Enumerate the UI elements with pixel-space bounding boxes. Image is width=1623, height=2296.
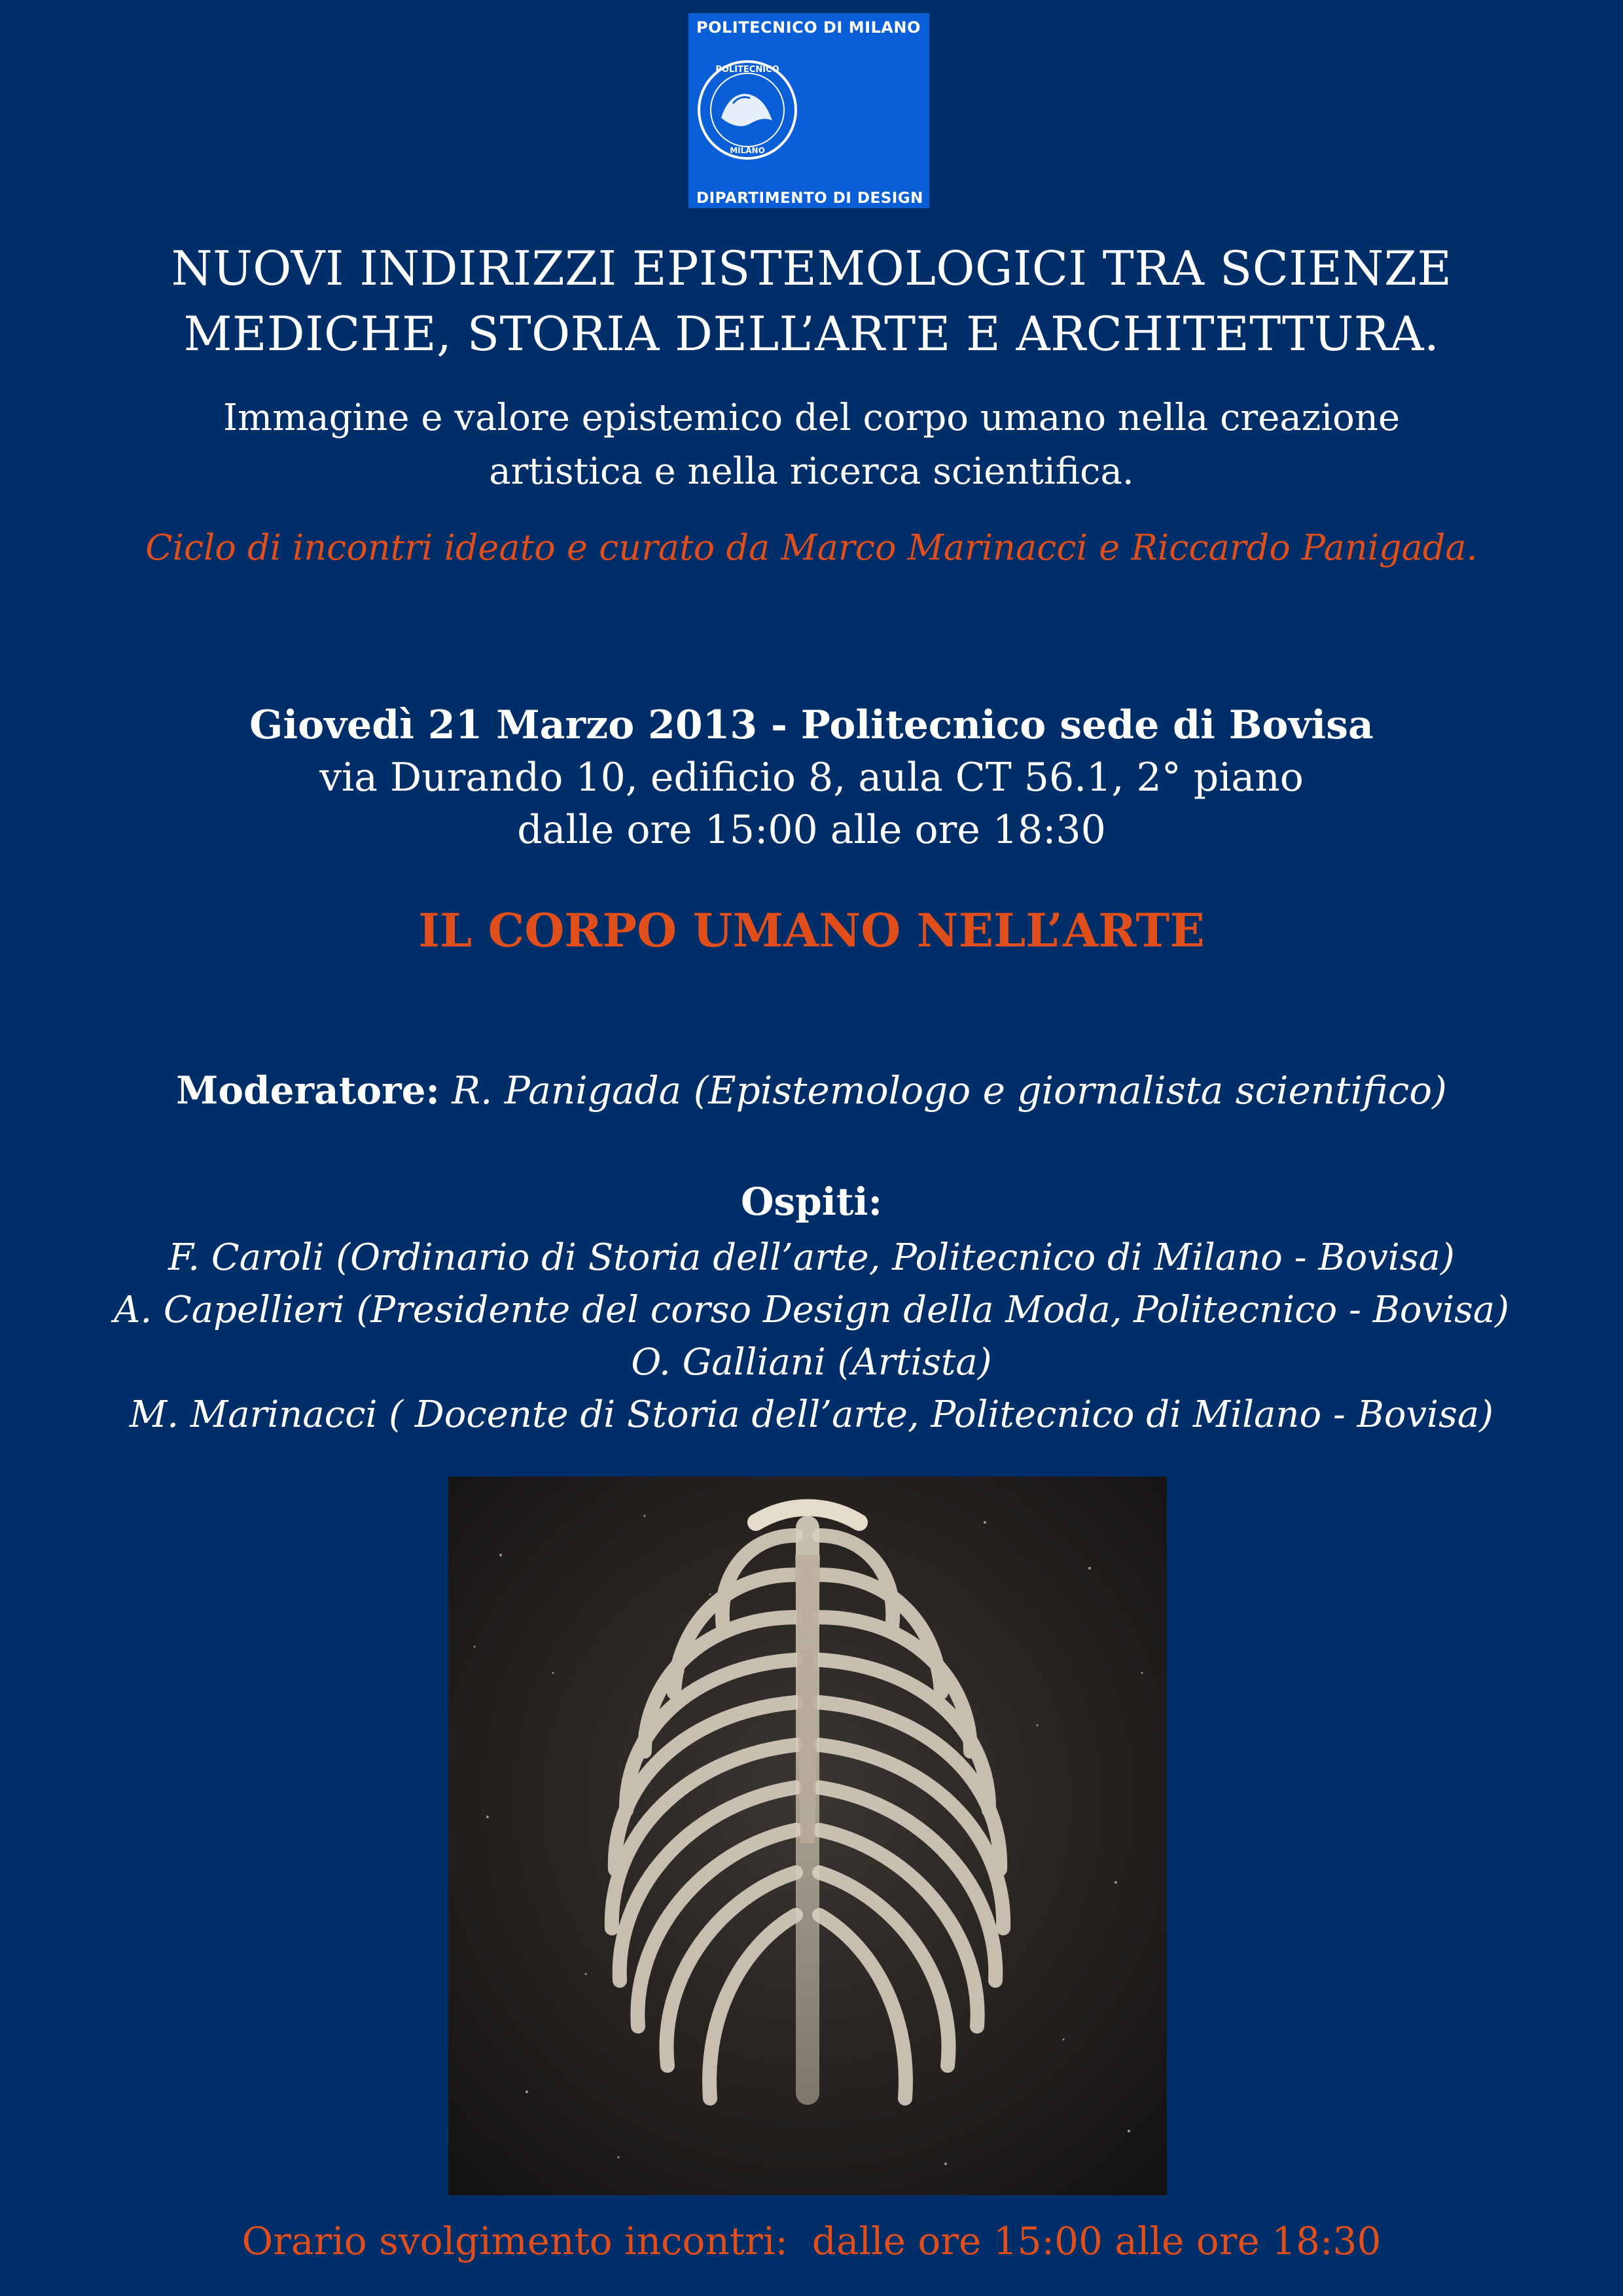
guest-item: O. Galliani (Artista)	[631, 1341, 992, 1384]
subtitle	[0, 391, 1623, 499]
subtitle-line-1: Immagine e valore epistemico del corpo umano nella creazione	[223, 397, 1400, 439]
logo-department-name: DIPARTIMENTO DI DESIGN	[696, 190, 923, 207]
subtitle-line-2: artistica e nella ricerca scientifica.	[489, 450, 1134, 493]
moderator	[0, 1068, 1623, 1113]
main-title	[0, 236, 1623, 367]
guests-list	[0, 1232, 1623, 1441]
guest-item: A. Capellieri (Presidente del corso Design della Moda, Politecnico - Bovisa)	[113, 1289, 1510, 1331]
rib-cage-artwork	[448, 1477, 1167, 2195]
moderator-label: Moderatore:	[176, 1068, 440, 1113]
seal-top-text: POLITECNICO	[715, 65, 779, 75]
curators-note: Ciclo di incontri ideato e curato da Marco Marinacci e Riccardo Panigada.	[145, 527, 1478, 568]
guests-heading: Ospiti:	[741, 1179, 882, 1224]
event-date-place: Giovedì 21 Marzo 2013 - Politecnico sede di Bovisa	[249, 702, 1374, 748]
main-title-line-2: MEDICHE, STORIA DELL’ARTE E ARCHITETTURA.	[183, 306, 1440, 361]
event-address: via Durando 10, edificio 8, aula CT 56.1, 2° piano	[319, 755, 1304, 800]
guest-item: M. Marinacci ( Docente di Storia dell’arte, Politecnico di Milano - Bovisa)	[129, 1393, 1494, 1436]
footer-schedule: Orario svolgimento incontri: dalle ore 15:00 alle ore 18:30	[241, 2219, 1382, 2263]
logo-institution-name: POLITECNICO DI MILANO	[696, 18, 921, 37]
event-time: dalle ore 15:00 alle ore 18:30	[517, 807, 1106, 853]
institution-logo	[688, 13, 929, 208]
main-title-line-1: NUOVI INDIRIZZI EPISTEMOLOGICI TRA SCIENZE	[171, 241, 1452, 296]
event-details	[0, 699, 1623, 856]
moderator-name: R. Panigada (Epistemologo e giornalista scientifico)	[452, 1068, 1447, 1113]
university-seal-icon	[695, 58, 800, 162]
seal-bottom-text: MILANO	[730, 146, 765, 155]
section-title: IL CORPO UMANO NELL’ARTE	[418, 903, 1205, 958]
guest-item: F. Caroli (Ordinario di Storia dell’arte, Politecnico di Milano - Bovisa)	[168, 1236, 1455, 1279]
